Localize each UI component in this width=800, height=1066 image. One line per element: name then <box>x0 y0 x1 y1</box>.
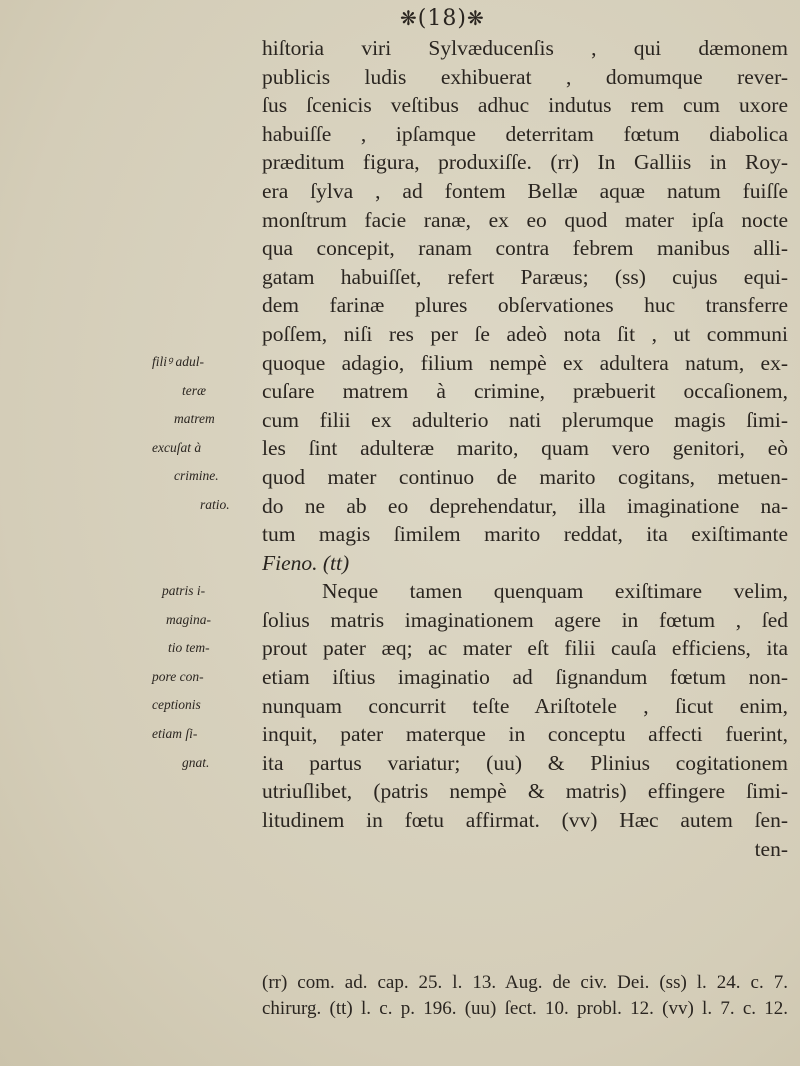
text-line: ſus ſcenicis veſtibus adhuc indutus rem cum uxore <box>262 93 788 118</box>
margin-note-line: filiꝰ adul- <box>152 354 205 369</box>
margin-note-line: ratio. <box>200 497 230 512</box>
text-line: quoque adagio, filium nempè ex adultera natum, ex- <box>262 350 788 375</box>
text-line: etiam iſtius imaginatio ad ſignandum fœtum non- <box>262 665 788 690</box>
text-line: publicis ludis exhibuerat , domumque rever- <box>262 64 788 89</box>
footnotes <box>262 970 788 1022</box>
margin-note-line: matrem <box>174 411 215 427</box>
margin-note <box>152 348 260 491</box>
text-line: quod mater continuo de marito cogitans, metuen- <box>262 464 788 489</box>
text-line: monſtrum facie ranæ, ex eo quod mater ipſa nocte <box>262 207 788 232</box>
text-line: ita partus variatur; (uu) & Plinius cogitationem <box>262 750 788 775</box>
text-line: litudinem in fœtu affirmat. (vv) Hæc autem ſen- <box>262 808 788 833</box>
text-line: poſſem, niſi res per ſe adeò nota ſit , ut communi <box>262 321 788 346</box>
text-line: prout pater æq; ac mater eſt filii cauſa efficiens, ita <box>262 636 788 661</box>
margin-note-line: patris i- <box>162 583 206 598</box>
text-line: les ſint adulteræ marito, quam vero genitori, eò <box>262 436 788 461</box>
margin-note-line: tio tem- <box>168 640 210 656</box>
text-line: cuſare matrem à crimine, præbuerit occaſionem, <box>262 379 788 404</box>
footnote-line: chirurg. (tt) l. c. p. 196. (uu) ſect. 10. probl. 12. (vv) l. 7. c. 12. <box>262 998 788 1019</box>
margin-note-line: ceptionis <box>152 697 201 713</box>
footnote-line: (rr) com. ad. cap. 25. l. 13. Aug. de civ. Dei. (ss) l. 24. c. 7. <box>262 972 788 993</box>
margin-note-line: pore con- <box>152 668 204 684</box>
margin-note-line: crimine. <box>174 468 219 484</box>
text-line: nunquam concurrit teſte Ariſtotele , ſicut enim, <box>262 693 788 718</box>
text-line: cum filii ex adulterio nati plerumque magis ſimi- <box>262 407 788 432</box>
text-line: qua concepit, ranam contra febrem manibus alli- <box>262 236 788 261</box>
margin-note <box>152 577 260 777</box>
catchword: ten- <box>754 836 788 861</box>
text-line: præditum figura, produxiſſe. (rr) In Galliis in Roy- <box>262 150 788 175</box>
text-line: hiſtoria viri Sylvæducenſis , qui dæmonem <box>262 36 788 60</box>
body-text <box>262 34 788 863</box>
text-line: habuiſſe , ipſamque deterritam fœtum diabolica <box>262 121 788 146</box>
text-line: ſolius matris imaginationem agere in fœtum , ſed <box>262 607 788 632</box>
text-line: utriuſlibet, (patris nempè & matris) effingere ſimi- <box>262 779 788 804</box>
margin-note <box>152 491 308 520</box>
margin-note-line: excuſat à <box>152 439 202 455</box>
page-number: (18) <box>417 6 467 31</box>
margin-note-line: etiam ſi- <box>152 725 198 741</box>
ornament-icon: ❋ <box>400 6 418 30</box>
margin-note-line: magina- <box>166 611 211 627</box>
text-line: inquit, pater materque in conceptu affecti fuerint, <box>262 722 788 747</box>
text-line: tum magis ſimilem marito reddat, ita exiſtimante <box>262 522 788 547</box>
page-header <box>400 6 485 31</box>
text-line: do ne ab eo deprehendatur, illa imaginatione na- <box>262 493 788 518</box>
text-line: era ſylva , ad fontem Bellæ aquæ natum fuiſſe <box>262 178 788 203</box>
text-line: dem farinæ plures obſervationes huc transferre <box>262 293 788 318</box>
text-line: Fieno. (tt) <box>262 550 350 575</box>
text-line: gatam habuiſſet, refert Paræus; (ss) cujus equi- <box>262 264 788 289</box>
ornament-icon: ❋ <box>466 6 485 30</box>
text-line: Neque tamen quenquam exiſtimare velim, <box>322 579 788 604</box>
margin-note-line: gnat. <box>182 754 210 770</box>
margin-note-line: teræ <box>182 382 207 398</box>
